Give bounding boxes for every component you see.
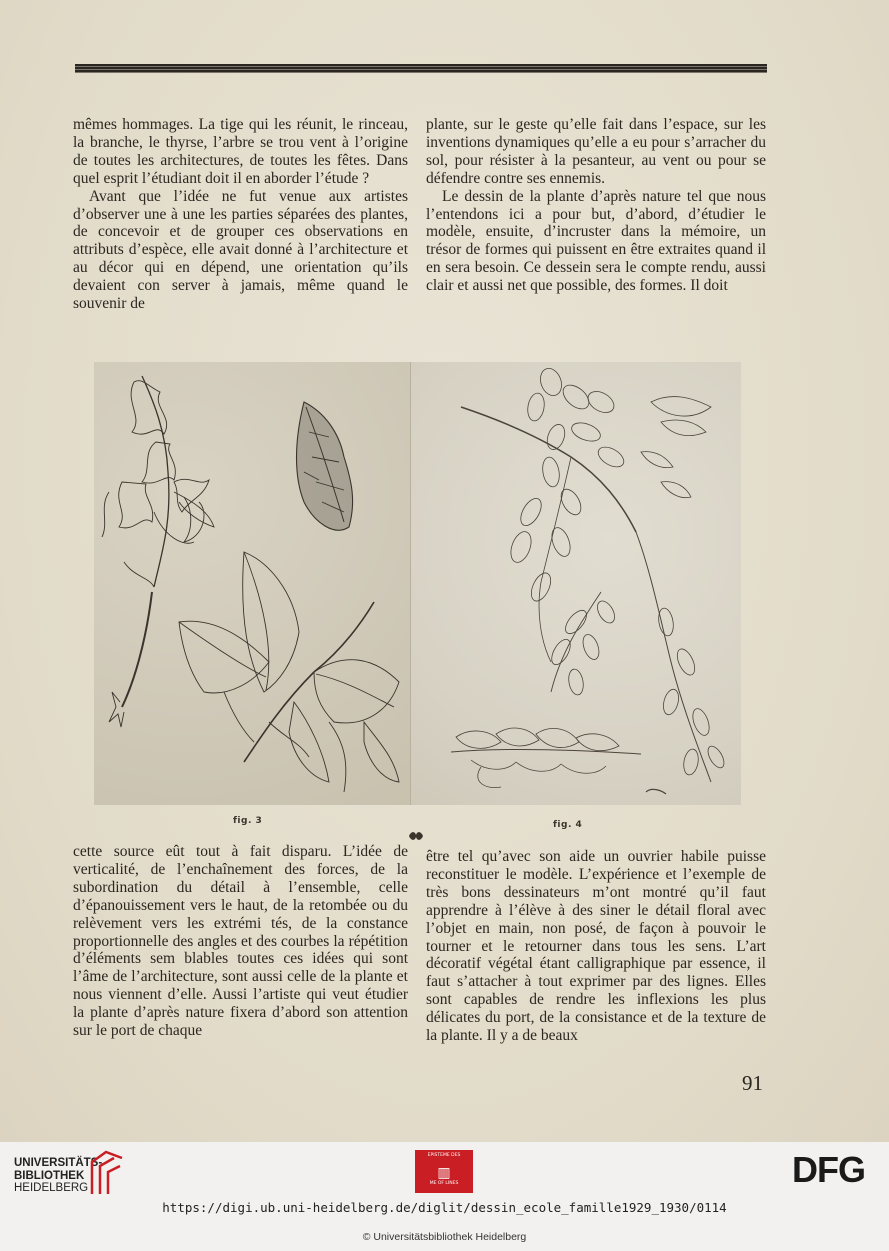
column-top-right bbox=[426, 116, 766, 295]
text-line: de toutes les fêtes. Dans quel esprit l’étudiant bbox=[73, 151, 408, 187]
text-line: retombée ou du relèvement vers les extrémi bbox=[73, 896, 408, 932]
copyright-notice: © Universitätsbibliothek Heidelberg bbox=[362, 1231, 527, 1243]
paragraph-6 bbox=[426, 848, 766, 1045]
text-line: dépend, une orientation qu’ils devaient con bbox=[73, 259, 408, 295]
library-name-line-2: BIBLIOTHEK bbox=[14, 1169, 85, 1182]
text-line: plantes, de concevoir et de grouper ces bbox=[73, 205, 408, 241]
text-line: d’observer une à une les parties séparées des bbox=[73, 205, 361, 223]
paragraph-4 bbox=[426, 188, 766, 295]
text-line: siner le détail floral avec l’objet en main, non bbox=[426, 901, 767, 937]
text-line: de la texture de la plante. Il y a de beaux bbox=[426, 1009, 767, 1045]
figure-3-illustration bbox=[94, 362, 411, 805]
plant-sketch-left bbox=[94, 362, 410, 805]
text-line: cette source eût tout à fait disparu. L’idée bbox=[73, 843, 394, 860]
text-line: server à jamais, même quand le souvenir de bbox=[73, 277, 408, 313]
text-line: montré qu’il faut apprendre à l’élève à des bbox=[426, 883, 766, 919]
text-line: donné à l’architecture et au décor qui en bbox=[73, 241, 408, 277]
text-line: la mémoire, un trésor de formes qui puissent bbox=[426, 223, 767, 259]
text-line: et des courbes la répétition d’éléments sem bbox=[73, 932, 408, 968]
page-number: 91 bbox=[742, 1071, 763, 1095]
header-rule bbox=[75, 64, 767, 73]
paragraph-2 bbox=[73, 188, 408, 313]
text-line: faut s’attacher à tout exprimer par des lignes. bbox=[426, 973, 735, 991]
permalink-url[interactable]: https://digi.ub.uni-heidelberg.de/diglit/dessin_ecole_famille1929_1930/0114 bbox=[162, 1200, 727, 1215]
paragraph-5 bbox=[73, 843, 408, 1040]
text-line: en être extraites quand il en sera besoin. Ce bbox=[426, 241, 766, 277]
caption-fig-4: fig. 4 bbox=[553, 820, 583, 830]
plant-sketch-right bbox=[411, 362, 741, 805]
library-mark-icon bbox=[88, 1148, 126, 1196]
text-line: blables toutes ces idées qui sont l’âme de bbox=[73, 950, 409, 986]
library-name-line-1: UNIVERSITÄTS- bbox=[14, 1157, 103, 1169]
text-line: tés, de la constance proportionnelle des angles bbox=[73, 914, 409, 950]
text-line: celle d’épanouissement vers le haut, de la bbox=[73, 878, 408, 914]
column-top-left bbox=[73, 116, 408, 313]
text-line: être tel qu’avec son aide un ouvrier habile bbox=[426, 848, 728, 865]
text-line: sur les inventions dynamiques qu’elle a eu bbox=[426, 116, 766, 151]
library-name-line-3: HEIDELBERG bbox=[14, 1182, 89, 1194]
paragraph-3 bbox=[426, 116, 766, 188]
book-icon: ▥ bbox=[437, 1165, 451, 1181]
caption-fig-3: fig. 3 bbox=[233, 816, 263, 826]
text-line: pesanteur, au vent ou pour se défendre bbox=[426, 151, 766, 187]
episteme-logo-bottom: ME OF LINES bbox=[429, 1181, 459, 1186]
text-line: retourner dans tous les sens. L’art décoratif bbox=[426, 937, 766, 973]
episteme-logo-top: EPISTEME DES bbox=[427, 1153, 461, 1158]
text-line: rinceau, la branche, le thyrse, l’arbre se trou bbox=[73, 116, 408, 151]
text-line: étudier la plante d’après nature fixera bbox=[73, 986, 408, 1022]
paragraph-1 bbox=[73, 116, 408, 188]
text-line: Le dessin de la plante d’après nature tel bbox=[442, 187, 709, 205]
text-line: pour s’arracher du sol, pour résister à la bbox=[426, 133, 767, 169]
text-line: d’étudier le modèle, ensuite, d’incruster dans bbox=[426, 205, 766, 241]
ornament-icon bbox=[407, 829, 425, 843]
text-line: dessein sera le compte rendu, aussi clair et bbox=[426, 259, 766, 295]
text-line: doit il en aborder l’étude ? bbox=[205, 169, 370, 187]
text-line: mêmes hommages. La tige qui les réunit, le bbox=[73, 116, 359, 133]
text-line: végétal étant calligraphique par essence, il bbox=[488, 955, 766, 973]
text-line: nous viennent d’elle. Aussi l’artiste qui veut bbox=[73, 986, 365, 1004]
text-line: d’abord son attention sur le port de chaque bbox=[73, 1004, 408, 1040]
figure-4-illustration bbox=[411, 362, 741, 805]
text-line: les plus délicates du port, de la consistance et bbox=[426, 991, 766, 1027]
text-line: de la subordination du détail à l’ensemble, bbox=[73, 860, 408, 896]
column-bottom-right bbox=[426, 848, 766, 1045]
text-line: que nous l’entendons ici a pour but, d’abord, bbox=[426, 187, 766, 223]
text-line: vent à l’origine de toutes les architectures, bbox=[73, 133, 408, 169]
text-line: l’architecture, sont aussi celle de la plante et bbox=[131, 968, 408, 986]
text-line: contre ses ennemis. bbox=[484, 169, 606, 187]
text-line: de verticalité, de l’enchaînement des forces, bbox=[73, 843, 408, 878]
column-bottom-left bbox=[73, 843, 408, 1040]
text-line: posé, de façon à pouvoir le tourner et le bbox=[426, 919, 766, 955]
text-line: observations en attributs d’espèce, elle avait bbox=[73, 223, 409, 259]
dfg-logo[interactable]: DFG bbox=[792, 1149, 865, 1190]
text-line: plante, sur le geste qu’elle fait dans l’espace, bbox=[426, 116, 724, 133]
episteme-logo[interactable] bbox=[415, 1150, 473, 1193]
text-line: et l’exemple de très bons dessinateurs m’ont bbox=[426, 865, 766, 901]
text-line: Avant que l’idée ne fut venue aux artistes bbox=[89, 187, 408, 205]
text-line: puisse reconstituer le modèle. L’expérience bbox=[426, 848, 766, 883]
text-line: Elles sont capables de rendre les inflexions bbox=[426, 973, 766, 1009]
text-line: aussi net que possible, des formes. Il doit bbox=[472, 277, 728, 295]
